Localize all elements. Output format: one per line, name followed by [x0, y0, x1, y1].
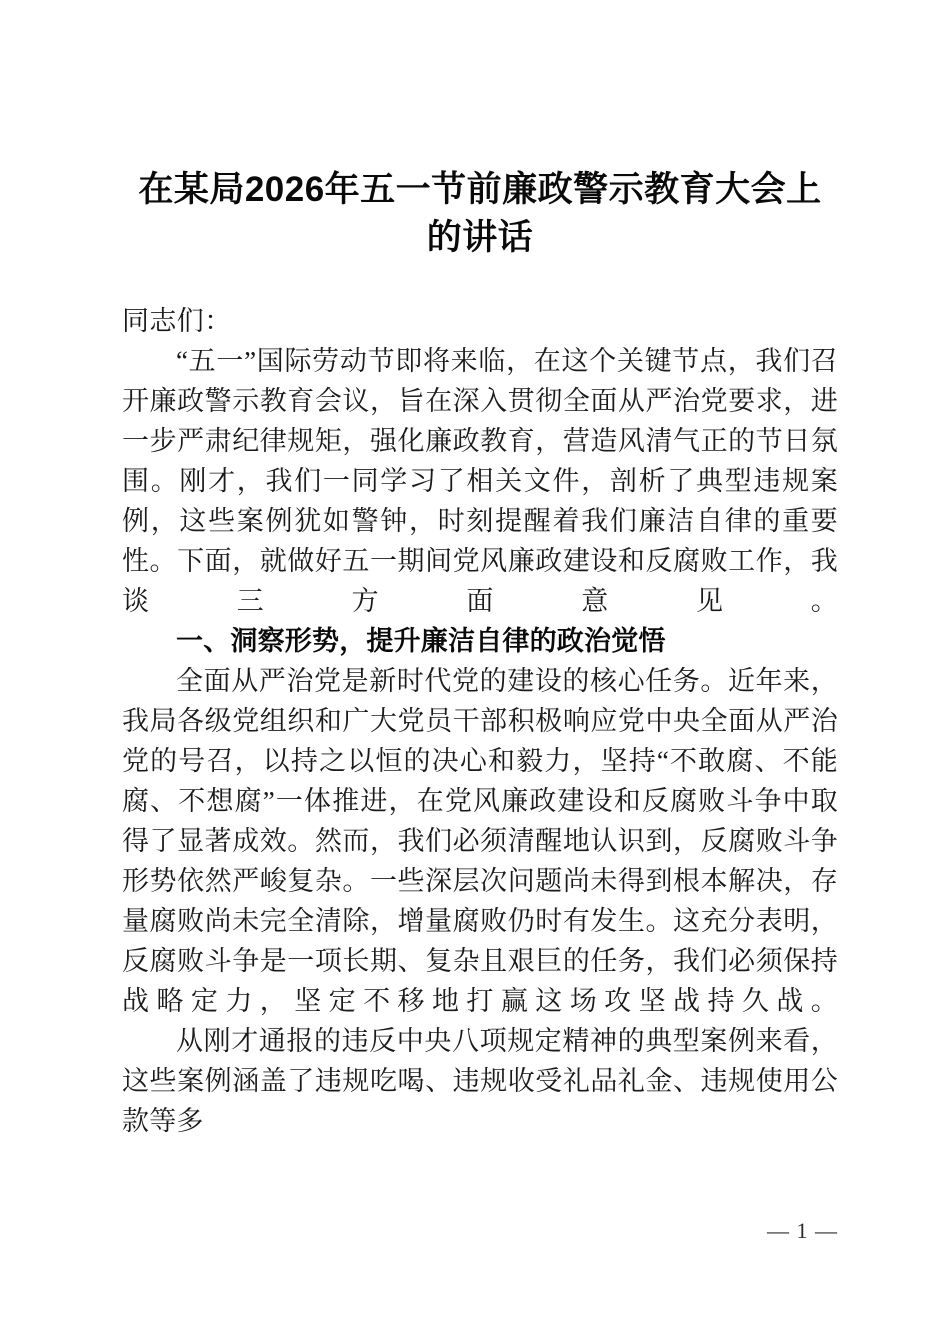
document-title: 在某局2026年五一节前廉政警示教育大会上的讲话: [138, 170, 822, 257]
page-number-footer: — 1 —: [767, 1218, 838, 1243]
page-content: [122, 0, 838, 1141]
paragraph-opening: “五一”国际劳动节即将来临，在这个关键节点，我们召开廉政警示教育会议，旨在深入贯彻全面从严治党要求，进一步严肃纪律规矩，强化廉政教育，营造风清气正的节日氛围。刚才，我们一同学习了相关文件，剖析了典型违规案例，这些案例犹如警钟，时刻提醒着我们廉洁自律的重要性。下面，就做好五一期间党风廉政建设和反腐败工作，我谈三方面意见。: [122, 346, 838, 616]
section-heading-1: 一、洞察形势，提升廉洁自律的政治觉悟: [176, 626, 666, 656]
salutation: 同志们：: [122, 306, 232, 336]
paragraph-body-2: 从刚才通报的违反中央八项规定精神的典型案例来看，这些案例涵盖了违规吃喝、违规收受礼品礼金、违规使用公款等多: [122, 1026, 838, 1136]
paragraph-body-1: 全面从严治党是新时代党的建设的核心任务。近年来，我局各级党组织和广大党员干部积极响应党中央全面从严治党的号召，以持之以恒的决心和毅力，坚持“不敢腐、不能腐、不想腐”一体推进，在党风廉政建设和反腐败斗争中取得了显著成效。然而，我们必须清醒地认识到，反腐败斗争形势依然严峻复杂。一些深层次问题尚未得到根本解决，存量腐败尚未完全清除，增量腐败仍时有发生。这充分表明，反腐败斗争是一项长期、复杂且艰巨的任务，我们必须保持战略定力，坚定不移地打赢这场攻坚战持久战。: [122, 666, 838, 1016]
